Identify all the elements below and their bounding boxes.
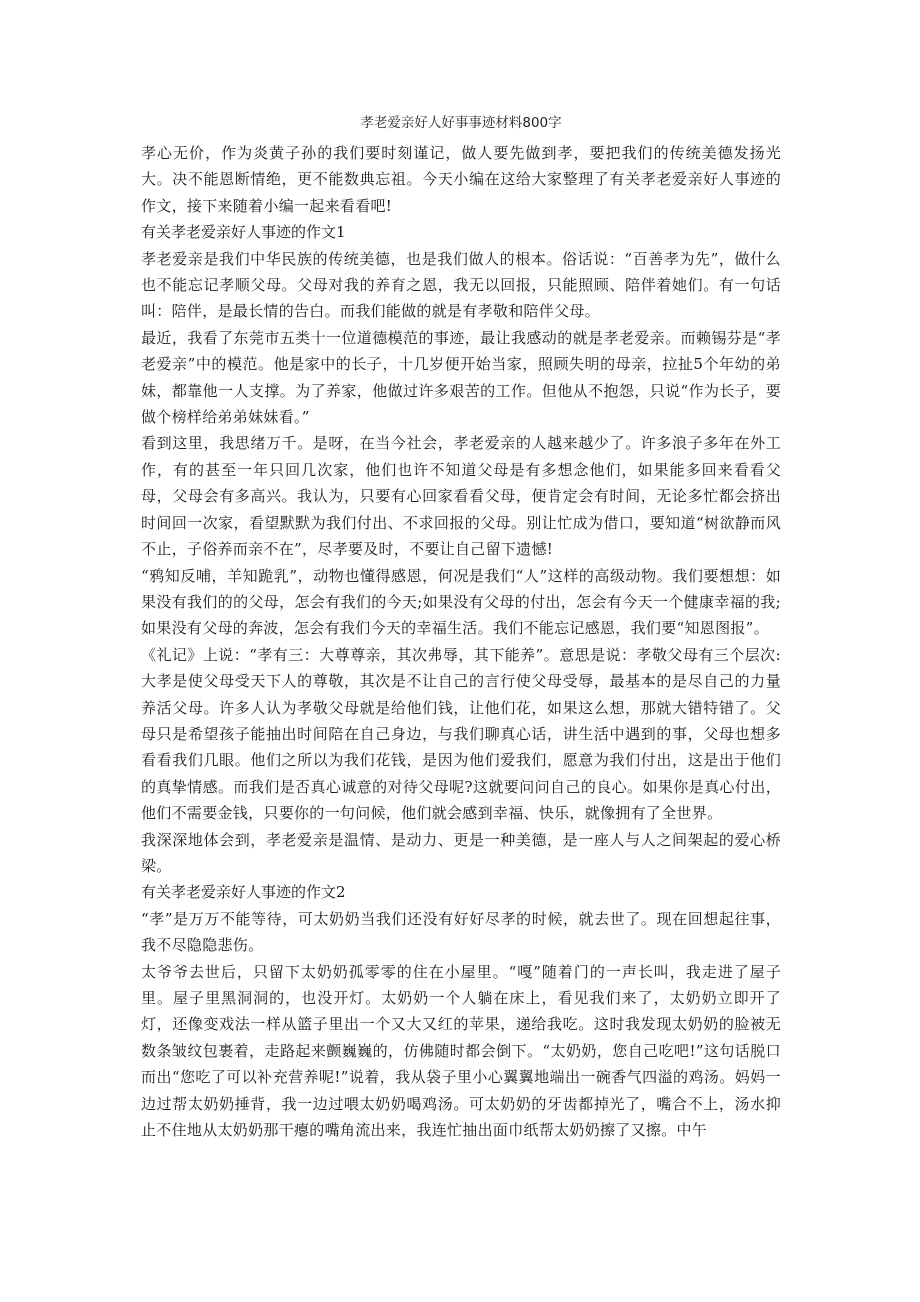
document-page xyxy=(141,112,781,1143)
document-title: 孝老爱亲好人好事事迹材料800字 xyxy=(360,115,562,131)
section1-paragraph: 《礼记》上说：“孝有三：大尊尊亲，其次弗辱，其下能养”。意思是说：孝敬父母有三个层次:大孝是使父母受天下人的尊敬，其次是不让自己的言行使父母受辱，最基本的是尽自己的力量养活父母。许多人认为孝敬父母就是给他们钱，让他们花，如果这么想，那就大错特错了。父母只是希望孩子能抽出时间陪在自己身边，与我们聊真心话，讲生活中遇到的事，父母也想多看看我们几眼。他们之所以为我们花钱，是因为他们爱我们，愿意为我们付出，这是出于他们的真挚情感。而我们是否真心诚意的对待父母呢?这就要问问自己的良心。如果你是真心付出，他们不需要金钱，只要你的一句问候，他们就会感到幸福、快乐，就像拥有了全世界。 xyxy=(141,645,781,823)
section2-paragraph: 太爷爷去世后，只留下太奶奶孤零零的住在小屋里。“嘎”随着门的一声长叫，我走进了屋子里。屋子里黑洞洞的，也没开灯。太奶奶一个人躺在床上，看见我们来了，太奶奶立即开了灯，还像变戏法一样从篮子里出一个又大又红的苹果，递给我吃。这时我发现太奶奶的脸被无数条皱纹包裹着，走路起来颤巍巍的，仿佛随时都会倒下。“太奶奶，您自己吃吧!”这句话脱口而出“您吃了可以补充营养呢!”说着，我从袋子里小心翼翼地端出一碗香气四溢的鸡汤。妈妈一边过帮太奶奶捶背，我一边过喂太奶奶喝鸡汤。可太奶奶的牙齿都掉光了，嘴合不上，汤水抑止不住地从太奶奶那干瘪的嘴角流出来，我连忙抽出面巾纸帮太奶奶擦了又擦。中午 xyxy=(141,962,781,1140)
intro-paragraph: 孝心无价，作为炎黄子孙的我们要时刻谨记，做人要先做到孝，要把我们的传统美德发扬光大。决不能恩断情绝，更不能数典忘祖。今天小编在这给大家整理了有关孝老爱亲好人事迹的作文，接下来随着小编一起来看看吧! xyxy=(141,144,781,215)
section1-paragraph: 看到这里，我思绪万千。是呀，在当今社会，孝老爱亲的人越来越少了。许多浪子多年在外工作，有的甚至一年只回几次家，他们也许不知道父母是有多想念他们，如果能多回来看看父母，父母会有多高兴。我认为，只要有心回家看看父母，便肯定会有时间，无论多忙都会挤出时间回一次家，看望默默为我们付出、不求回报的父母。别让忙成为借口，要知道“树欲静而风不止，子俗养而亲不在”，尽孝要及时，不要让自己留下遗憾! xyxy=(141,434,781,559)
section-heading-2: 有关孝老爱亲好人事迹的作文2 xyxy=(141,883,346,902)
section-heading-1: 有关孝老爱亲好人事迹的作文1 xyxy=(141,223,346,242)
section1-paragraph: 最近，我看了东莞市五类十一位道德模范的事迹，最让我感动的就是孝老爱亲。而赖锡芬是“孝老爱亲”中的模范。他是家中的长子，十几岁便开始当家，照顾失明的母亲，拉扯5个年幼的弟妹，都靠他一人支撑。为了养家，他做过许多艰苦的工作。但他从不抱怨，只说“作为长子，要做个榜样给弟弟妹妹看。” xyxy=(141,328,781,427)
section1-paragraph: 孝老爱亲是我们中华民族的传统美德，也是我们做人的根本。俗话说：“百善孝为先”，做什么也不能忘记孝顺父母。父母对我的养育之恩，我无以回报，只能照顾、陪伴着她们。有一句话叫：陪伴，是最长情的告白。而我们能做的就是有孝敬和陪伴父母。 xyxy=(141,249,781,321)
section1-paragraph: 我深深地体会到，孝老爱亲是温情、是动力、更是一种美德，是一座人与人之间架起的爱心桥梁。 xyxy=(141,830,781,875)
section1-paragraph: “鸦知反哺，羊知跪乳”，动物也懂得感恩，何况是我们“人”这样的高级动物。我们要想想：如果没有我们的的父母，怎会有我们的今天;如果没有父母的付出，怎会有今天一个健康幸福的我;如果没有父母的奔波，怎会有我们今天的幸福生活。我们不能忘记感恩，我们要“知恩图报”。 xyxy=(141,566,781,638)
section2-paragraph: “孝”是万万不能等待，可太奶奶当我们还没有好好尽孝的时候，就去世了。现在回想起往事，我不尽隐隐悲伤。 xyxy=(141,909,781,955)
